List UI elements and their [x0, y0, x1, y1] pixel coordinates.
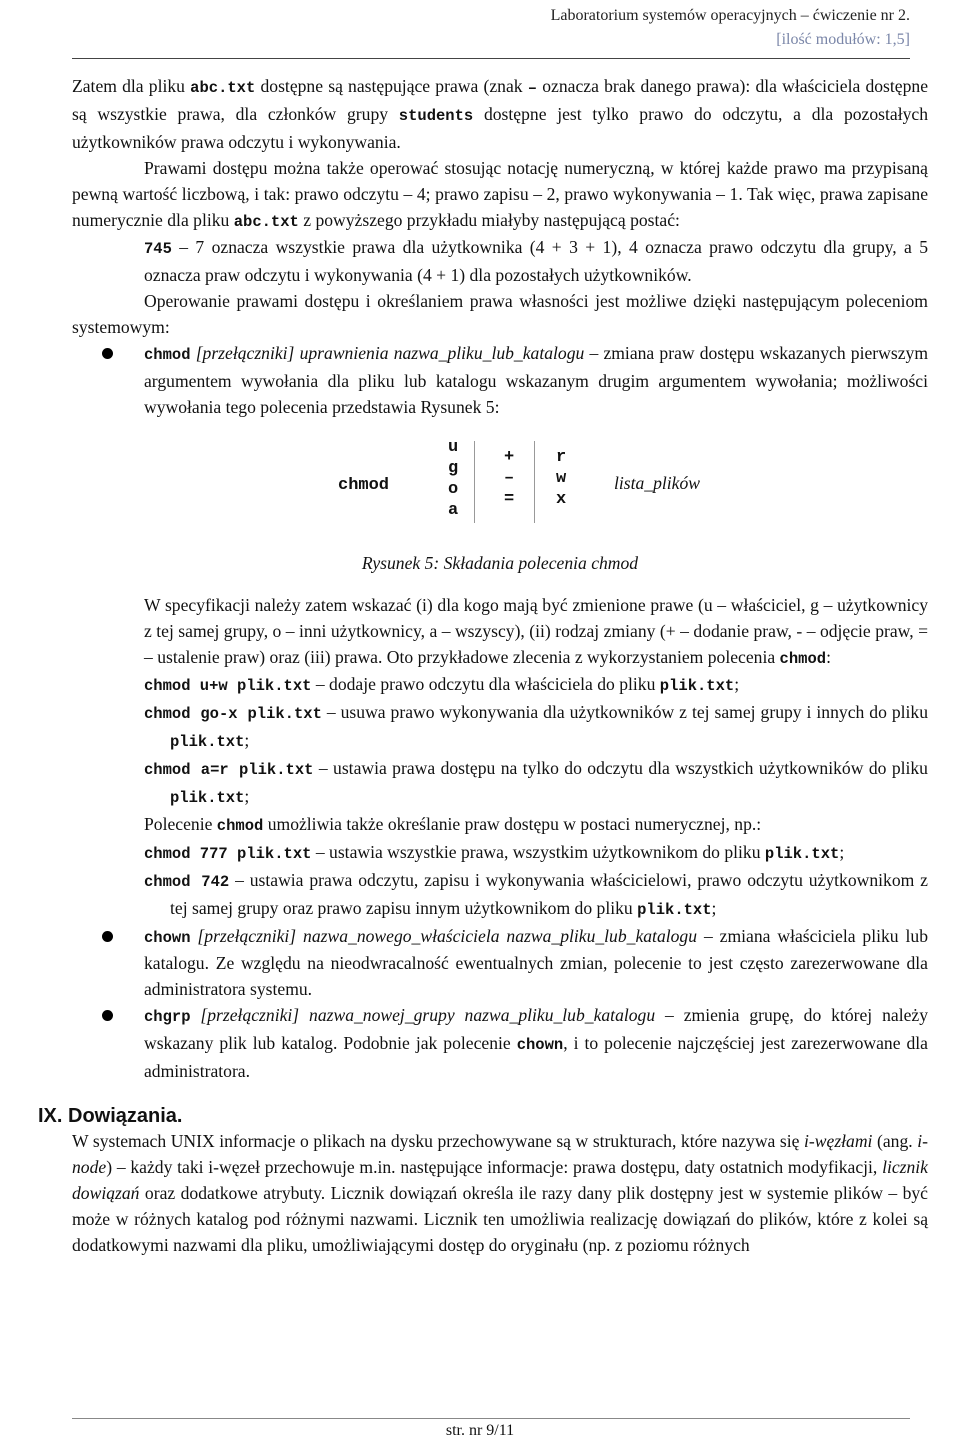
- figure-divider: [474, 441, 475, 523]
- text: Polecenie: [144, 813, 217, 834]
- code-filename: abc.txt: [233, 212, 299, 231]
- page-number: str. nr 9/11: [445, 1422, 515, 1439]
- figure-perm-r: r: [556, 447, 567, 467]
- code-chmod: chmod: [779, 649, 827, 668]
- text: umożliwia także określanie praw dostępu w postaci numerycznej, np.:: [263, 813, 762, 834]
- header-title: Laboratorium systemów operacyjnych – ćwiczenie nr 2.: [550, 7, 910, 24]
- figure-cmd: chmod: [338, 475, 390, 495]
- code-filename: abc.txt: [190, 79, 256, 97]
- text: – zmienia grupę, do której należy wskazany plik lub katalog. Podobnie jak polecenie: [144, 1005, 928, 1054]
- text: – ustawia wszystkie prawa, wszystkim użytkownikom do pliku: [311, 841, 765, 862]
- text: ;: [839, 841, 845, 862]
- text: – ustawia prawa odczytu, zapisu i wykonywania właścicielowi, prawo odczytu użytkownikom z tej samej grupy oraz prawo zapisu innym użytkownikom do pliku: [170, 869, 928, 918]
- code-chown: chown: [144, 928, 191, 947]
- text: – ustawia prawa dostępu na tylko do odczytu dla wszystkich użytkowników do pliku: [313, 758, 928, 779]
- code-chown: chown: [516, 1036, 564, 1055]
- figure-who-o: o: [448, 479, 459, 499]
- paragraph-commands-intro: Operowanie prawami dostępu i określaniem prawa własności jest możliwe dzięki następującym poleceniom systemowym:: [72, 291, 928, 338]
- figure-caption: Rysunek 5: Składania polecenia chmod: [361, 552, 639, 573]
- text: – zmiana właściciela pliku lub katalogu. Ze względu na nieodwracalność ewentualnych zmian, polecenie to jest często zarezerwowane dla administratora systemu.: [144, 925, 928, 1000]
- code-group: students: [398, 106, 474, 125]
- figure-files: lista_plików: [614, 472, 701, 493]
- text: ) – każdy taki i-węzeł przechowuje m.in. następujące informacje: prawa dostępu, daty ostatnich modyfikacji,: [106, 1156, 883, 1177]
- code-chgrp: chgrp: [144, 1008, 191, 1027]
- example-item: [72, 840, 928, 868]
- code-filename: plik.txt: [659, 677, 735, 696]
- code-filename: plik.txt: [170, 733, 245, 752]
- text: ;: [244, 786, 250, 807]
- bullet-chmod: [72, 341, 928, 421]
- text: dostępne są następujące prawa (znak: [255, 76, 528, 96]
- text: – zmiana praw dostępu wskazanych pierwszym argumentem wywołania dla pliku lub katalogu wskazanym drugim argumentem wywołania; możliwości wywołania tego polecenia przedstawia Rysunek 5:: [144, 343, 929, 417]
- footer-rule: [72, 1418, 910, 1419]
- header-modules: [ilość modułów: 1,5]: [776, 31, 910, 48]
- code-filename: plik.txt: [637, 900, 712, 919]
- code-command: chmod 742: [144, 872, 230, 891]
- page-content: [38, 74, 929, 1259]
- code-dash: –: [527, 79, 538, 97]
- paragraph-numeric-chmod: [72, 812, 928, 840]
- code-command: chmod a=r plik.txt: [144, 761, 314, 780]
- code-chmod: chmod: [144, 346, 191, 365]
- figure-who-g: g: [448, 458, 459, 478]
- bullet-icon: [102, 1010, 113, 1021]
- term: licznik dowiązań: [72, 1156, 928, 1203]
- term: i-node: [72, 1131, 928, 1177]
- figure-who-a: a: [448, 500, 459, 520]
- text: z powyższego przykładu miałyby następującą postać:: [298, 209, 680, 230]
- bullet-icon: [102, 931, 113, 942]
- example-item: [72, 672, 928, 700]
- figure-chmod-syntax: [72, 435, 928, 545]
- text: Prawami dostępu można także operować stosując notację numeryczną, w której każde prawo ma przypisaną pewną wartość liczbową, i tak: prawo odczytu – 4; prawo zapisu – 2, prawo wykonywania – 1. Tak więc, prawa zapisane numerycznie dla pliku: [72, 157, 928, 230]
- code-command: chmod 777 plik.txt: [144, 844, 312, 863]
- example-item: [72, 868, 928, 924]
- code-filename: plik.txt: [170, 789, 245, 808]
- text: – dodaje prawo odczytu dla właściciela do pliku: [311, 674, 660, 695]
- text: Zatem dla pliku: [72, 76, 191, 96]
- figure-perm-x: x: [556, 489, 567, 509]
- paragraph-numeric-notation: [72, 156, 928, 236]
- header-rule: [72, 58, 910, 59]
- text: W systemach UNIX informacje o plikach na dysku przechowywane są w strukturach, które nazywa się: [72, 1131, 805, 1151]
- text: , i to polecenie najczęściej jest zarezerwowane dla administratora.: [144, 1033, 928, 1082]
- example-item: [72, 756, 928, 812]
- text: dostępne jest tylko prawo do odczytu, a dla pozostałych użytkowników prawa odczytu i wykonywania.: [72, 103, 928, 152]
- section-heading: IX. Dowiązania.: [38, 1105, 183, 1127]
- page-header: [551, 4, 910, 52]
- paragraph-links: [72, 1129, 928, 1259]
- syntax-args: [przełączniki] nazwa_nowego_właściciela nazwa_pliku_lub_katalogu: [190, 925, 698, 946]
- text: ;: [244, 730, 250, 751]
- text: W specyfikacji należy zatem wskazać (i) dla kogo mają być zmienione prawe (u – właściciel, g – użytkownicy z tej samej grupy, o – inni użytkownicy, a – wszyscy), (ii) rodzaj zmiany (+ – dodanie praw, - – odjęcie praw, = – ustalenie praw) oraz (iii) prawa. Oto przykładowe zlecenia z wykorzystaniem polecenia: [144, 594, 928, 667]
- bullet-chown: [72, 924, 928, 1004]
- figure-divider: [534, 441, 535, 523]
- text: – 7 oznacza wszystkie prawa dla użytkownika (4 + 3 + 1), 4 oznacza prawo odczytu dla grupy, a 5 oznacza praw odczytu i wykonywania (4 + 1) dla pozostałych użytkowników.: [144, 237, 928, 286]
- code-745: 745: [144, 240, 172, 259]
- example-745: [72, 235, 928, 289]
- text: ;: [734, 674, 740, 695]
- figure-who-u: u: [448, 437, 459, 457]
- figure-perm-w: w: [556, 468, 567, 488]
- code-command: chmod go-x plik.txt: [144, 705, 322, 724]
- code-filename: plik.txt: [764, 844, 840, 863]
- figure-op-plus: +: [504, 447, 515, 467]
- syntax-args: [przełączniki] nazwa_nowej_grupy nazwa_pliku_lub_katalogu: [190, 1005, 656, 1026]
- text: :: [826, 646, 831, 667]
- bullet-chgrp: [72, 1003, 928, 1085]
- example-item: [72, 700, 928, 756]
- paragraph-specification: [72, 593, 928, 673]
- text: – usuwa prawo wykonywania dla użytkowników z tej samej grupy i innych do pliku: [321, 702, 929, 723]
- term: i-węzłami: [804, 1131, 873, 1151]
- text: ;: [711, 897, 717, 918]
- figure-op-minus: –: [504, 468, 515, 488]
- bullet-icon: [102, 348, 113, 359]
- code-command: chmod u+w plik.txt: [144, 677, 312, 696]
- figure-op-equals: =: [504, 489, 515, 509]
- paragraph-rights: [72, 74, 928, 156]
- text: (ang.: [872, 1131, 918, 1151]
- text: oznacza brak danego prawa): dla właściciela dostępne są wszystkie prawa, dla członków grupy: [72, 76, 929, 124]
- code-chmod: chmod: [216, 816, 264, 835]
- syntax-args: [przełączniki] uprawnienia nazwa_pliku_lub_katalogu: [190, 343, 585, 364]
- text: oraz dodatkowe atrybuty. Licznik dowiązań określa ile razy dany plik dostępny jest w systemie plików – być może w różnych katalog pod różnymi nazwami. Licznik ten umożliwia realizację dowiązań do plików, które z kolei są dodatkowymi nazwami dla pliku, umożliwiającymi dostęp do oryginału (np. z poziomu różnych: [72, 1182, 928, 1255]
